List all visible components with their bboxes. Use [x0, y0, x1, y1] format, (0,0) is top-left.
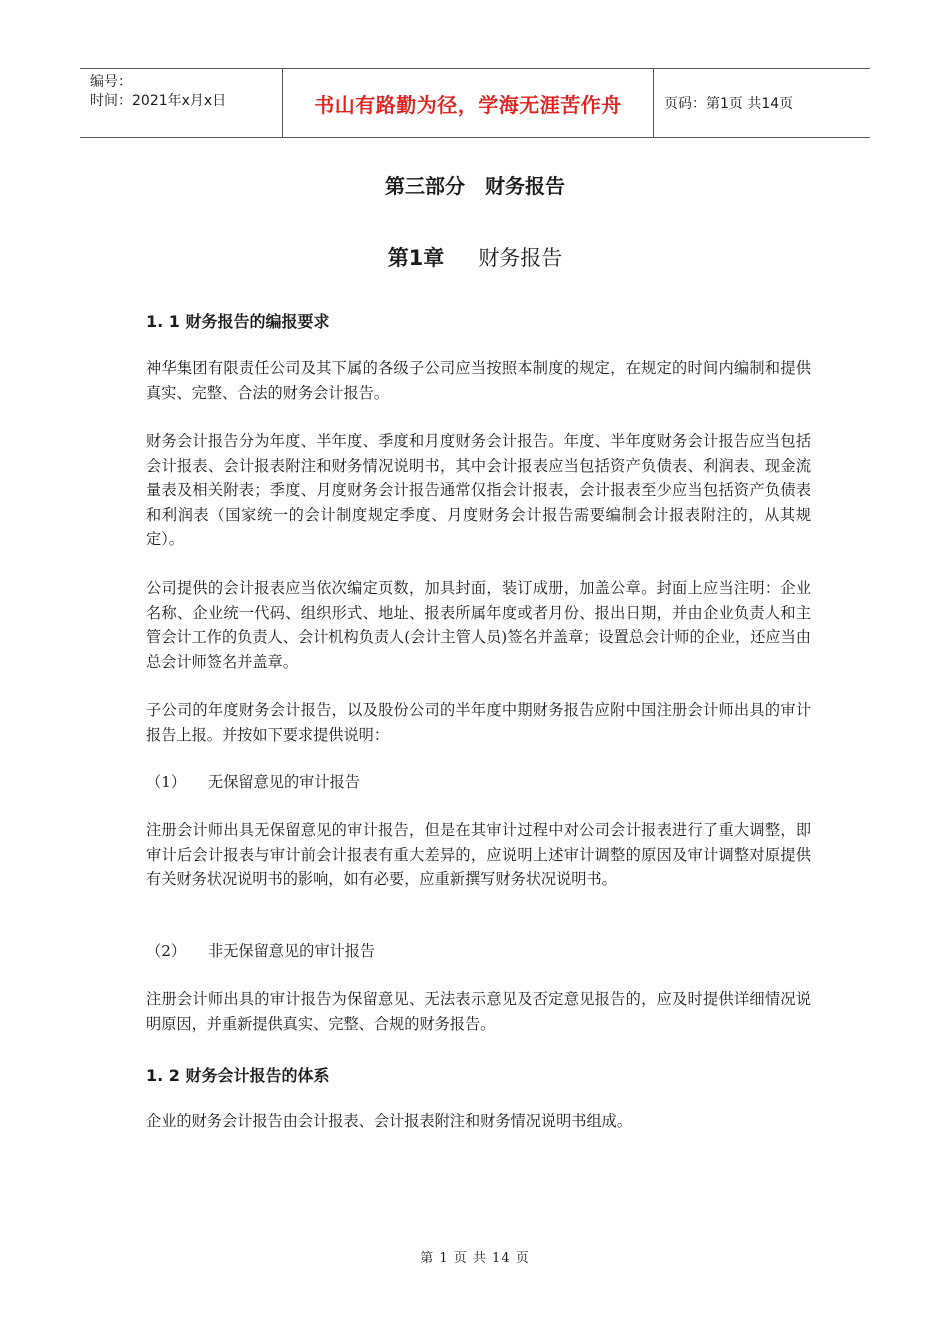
section-heading-1-2: 1. 2 财务会计报告的体系 [146, 1066, 330, 1085]
paragraph-3: 公司提供的会计报表应当依次编定页数，加具封面，装订成册，加盖公章。封面上应当注明：企业名称、企业统一代码、组织形式、地址、报表所属年度或者月份、报出日期，并由企业负责人和主管会计工作的负责人、会计机构负责人(会计主管人员)签名并盖章；设置总会计师的企业，还应当由总会计师签名并盖章。 [146, 579, 811, 671]
page-header [80, 68, 870, 138]
chapter-name: 财务报告 [478, 246, 563, 270]
section-heading-1-1: 1. 1 财务报告的编报要求 [146, 312, 330, 331]
list-item-1 [146, 771, 360, 792]
part-title: 第三部分 财务报告 [385, 174, 565, 198]
document-date: 时间：2021年x月x日 [90, 93, 227, 109]
header-motto: 书山有路勤为径，学海无涯苦作舟 [282, 69, 654, 137]
list-item-2-number: （2） [146, 942, 187, 960]
chapter-title [0, 242, 950, 272]
chapter-number: 第1章 [387, 246, 445, 270]
paragraph-4: 子公司的年度财务会计报告，以及股份公司的半年度中期财务报告应附中国注册会计师出具的审计报告上报。并按如下要求提供说明： [146, 701, 811, 744]
paragraph-5: 注册会计师出具无保留意见的审计报告，但是在其审计过程中对公司会计报表进行了重大调整，即审计后会计报表与审计前会计报表有重大差异的，应说明上述审计调整的原因及审计调整对原提供有关财务状况说明书的影响，如有必要，应重新撰写财务状况说明书。 [146, 821, 811, 888]
paragraph-1: 神华集团有限责任公司及其下属的各级子公司应当按照本制度的规定，在规定的时间内编制和提供真实、完整、合法的财务会计报告。 [146, 359, 811, 402]
paragraph-7: 企业的财务会计报告由会计报表、会计报表附注和财务情况说明书组成。 [146, 1112, 632, 1130]
page-footer: 第 1 页 共 14 页 [420, 1251, 530, 1266]
paragraph-2: 财务会计报告分为年度、半年度、季度和月度财务会计报告。年度、半年度财务会计报告应当包括会计报表、会计报表附注和财务情况说明书，其中会计报表应当包括资产负债表、利润表、现金流量表及相关附表；季度、月度财务会计报告通常仅指会计报表，会计报表至少应当包括资产负债表和利润表（国家统一的会计制度规定季度、月度财务会计报告需要编制会计报表附注的，从其规定）。 [146, 432, 811, 548]
paragraph-6: 注册会计师出具的审计报告为保留意见、无法表示意见及否定意见报告的，应及时提供详细情况说明原因，并重新提供真实、完整、合规的财务报告。 [146, 990, 811, 1033]
header-page-info: 页码：第1页 共14页 [664, 96, 794, 112]
header-meta [80, 69, 282, 137]
list-item-2 [146, 940, 375, 961]
document-number-label: 编号： [90, 74, 132, 90]
list-item-2-text: 非无保留意见的审计报告 [208, 942, 376, 960]
list-item-1-number: （1） [146, 773, 187, 791]
list-item-1-text: 无保留意见的审计报告 [208, 773, 360, 791]
